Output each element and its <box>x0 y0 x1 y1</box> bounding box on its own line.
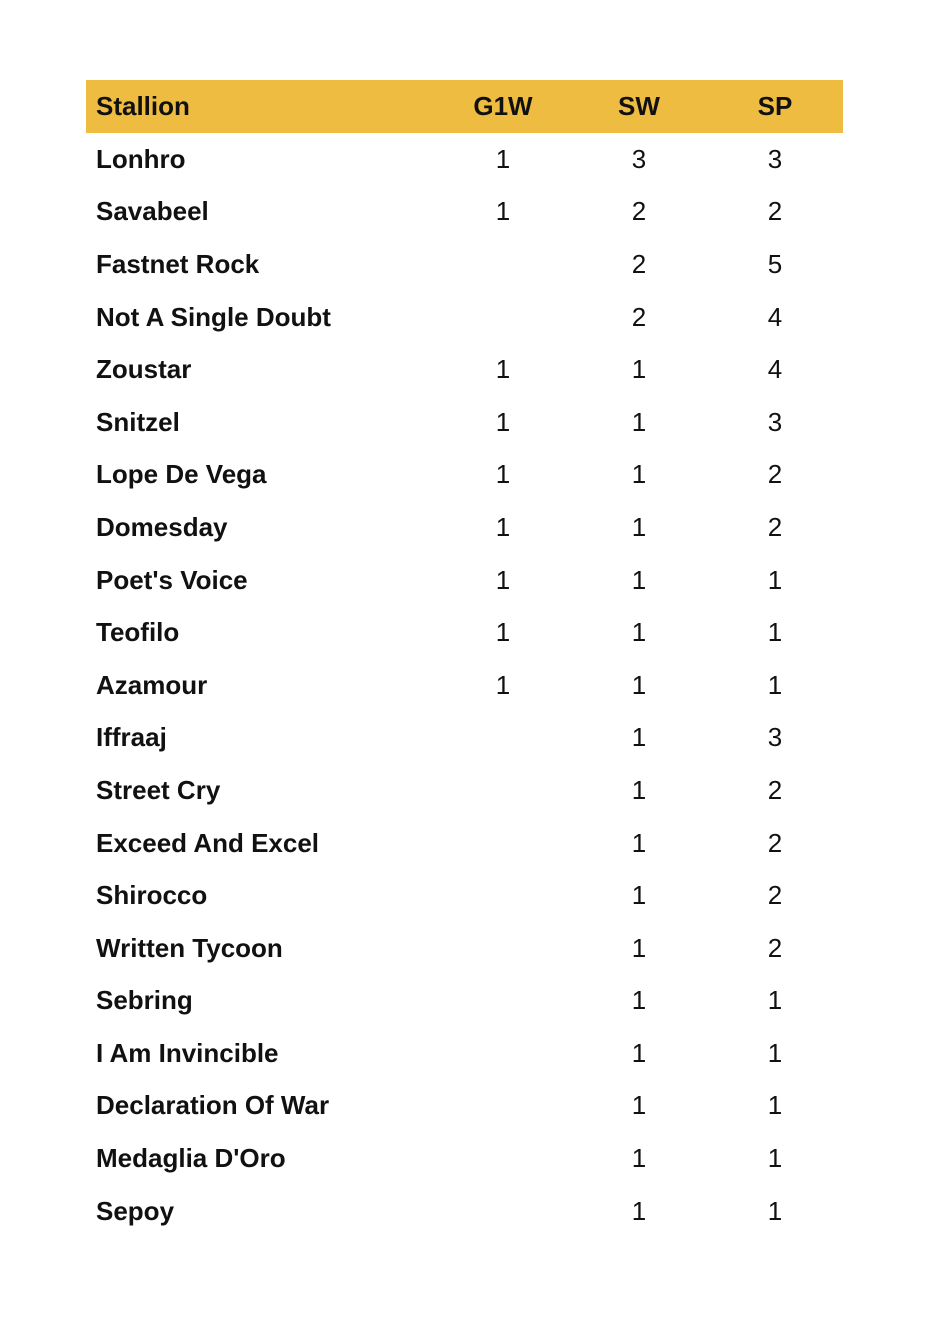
sp-cell: 1 <box>767 669 783 700</box>
stallion-name-cell: Exceed And Excel <box>96 827 320 858</box>
table-row <box>86 449 843 502</box>
g1w-cell: 1 <box>495 406 511 437</box>
table-row <box>86 1080 843 1133</box>
g1w-cell <box>435 764 571 817</box>
g1w-cell: 1 <box>495 143 511 174</box>
g1w-cell: 1 <box>495 617 511 648</box>
g1w-cell <box>435 1080 571 1133</box>
table-row <box>86 659 843 712</box>
table-body <box>86 133 843 1237</box>
stallion-name-cell: Shirocco <box>96 880 208 911</box>
sp-cell: 2 <box>767 827 783 858</box>
g1w-cell: 1 <box>495 669 511 700</box>
sw-cell: 1 <box>631 827 647 858</box>
sw-cell: 1 <box>631 1090 647 1121</box>
stallion-name-cell: Declaration Of War <box>96 1090 330 1121</box>
sw-cell: 1 <box>631 1143 647 1174</box>
stallion-name-cell: Zoustar <box>96 354 192 385</box>
g1w-cell <box>435 238 571 291</box>
g1w-cell <box>435 291 571 344</box>
header-g1w: G1W <box>473 91 533 121</box>
sw-cell: 1 <box>631 459 647 490</box>
g1w-cell <box>435 869 571 922</box>
sp-cell: 2 <box>767 880 783 911</box>
g1w-cell <box>435 1185 571 1238</box>
stallion-name-cell: Medaglia D'Oro <box>96 1143 286 1174</box>
g1w-cell: 1 <box>495 511 511 542</box>
g1w-cell: 1 <box>495 196 511 227</box>
sp-cell: 2 <box>767 774 783 805</box>
stallion-name-cell: Savabeel <box>96 196 209 227</box>
stallion-name-cell: I Am Invincible <box>96 1037 279 1068</box>
table-row <box>86 817 843 870</box>
sp-cell: 1 <box>767 1143 783 1174</box>
table-row <box>86 554 843 607</box>
table-row <box>86 343 843 396</box>
table-row <box>86 1027 843 1080</box>
sw-cell: 1 <box>631 564 647 595</box>
g1w-cell <box>435 1027 571 1080</box>
header-stallion: Stallion <box>96 91 190 121</box>
table-row <box>86 922 843 975</box>
table-row <box>86 975 843 1028</box>
sw-cell: 3 <box>631 143 647 174</box>
g1w-cell <box>435 975 571 1028</box>
sw-cell: 2 <box>631 196 647 227</box>
stallion-name-cell: Not A Single Doubt <box>96 301 331 332</box>
table-row <box>86 238 843 291</box>
g1w-cell: 1 <box>495 459 511 490</box>
sw-cell: 1 <box>631 354 647 385</box>
sw-cell: 1 <box>631 406 647 437</box>
table-row <box>86 1185 843 1238</box>
table-row <box>86 291 843 344</box>
g1w-cell <box>435 1132 571 1185</box>
stallion-name-cell: Written Tycoon <box>96 932 283 963</box>
stallion-name-cell: Azamour <box>96 669 208 700</box>
table-row <box>86 186 843 239</box>
sp-cell: 5 <box>767 248 783 279</box>
table-row <box>86 764 843 817</box>
g1w-cell: 1 <box>495 564 511 595</box>
stallion-name-cell: Iffraaj <box>96 722 167 753</box>
table-row <box>86 133 843 186</box>
header-sp: SP <box>757 91 793 121</box>
stallion-table <box>86 80 843 1237</box>
sp-cell: 2 <box>767 932 783 963</box>
g1w-cell: 1 <box>495 354 511 385</box>
sp-cell: 2 <box>767 511 783 542</box>
sw-cell: 1 <box>631 985 647 1016</box>
sw-cell: 1 <box>631 1195 647 1226</box>
sp-cell: 3 <box>767 143 783 174</box>
stallion-table-container <box>86 80 843 1237</box>
table-row <box>86 501 843 554</box>
sp-cell: 1 <box>767 617 783 648</box>
stallion-name-cell: Sepoy <box>96 1195 175 1226</box>
sp-cell: 1 <box>767 1090 783 1121</box>
stallion-name-cell: Poet's Voice <box>96 564 248 595</box>
sp-cell: 1 <box>767 1037 783 1068</box>
sp-cell: 3 <box>767 722 783 753</box>
sp-cell: 1 <box>767 1195 783 1226</box>
sp-cell: 4 <box>767 354 783 385</box>
stallion-name-cell: Fastnet Rock <box>96 248 260 279</box>
g1w-cell <box>435 817 571 870</box>
sp-cell: 1 <box>767 564 783 595</box>
sp-cell: 4 <box>767 301 783 332</box>
sw-cell: 1 <box>631 1037 647 1068</box>
stallion-name-cell: Snitzel <box>96 406 180 437</box>
table-row <box>86 606 843 659</box>
stallion-name-cell: Lonhro <box>96 143 186 174</box>
stallion-name-cell: Lope De Vega <box>96 459 267 490</box>
table-row <box>86 712 843 765</box>
sw-cell: 1 <box>631 932 647 963</box>
sw-cell: 1 <box>631 880 647 911</box>
header-row <box>86 80 843 133</box>
sw-cell: 1 <box>631 511 647 542</box>
sw-cell: 2 <box>631 248 647 279</box>
sw-cell: 1 <box>631 617 647 648</box>
table-header <box>86 80 843 133</box>
stallion-name-cell: Teofilo <box>96 617 180 648</box>
sp-cell: 3 <box>767 406 783 437</box>
stallion-name-cell: Domesday <box>96 511 228 542</box>
sp-cell: 2 <box>767 459 783 490</box>
sw-cell: 2 <box>631 301 647 332</box>
sw-cell: 1 <box>631 669 647 700</box>
table-row <box>86 1132 843 1185</box>
g1w-cell <box>435 712 571 765</box>
stallion-name-cell: Street Cry <box>96 774 221 805</box>
table-row <box>86 396 843 449</box>
table-row <box>86 869 843 922</box>
stallion-name-cell: Sebring <box>96 985 193 1016</box>
header-sw: SW <box>618 91 660 121</box>
sw-cell: 1 <box>631 774 647 805</box>
g1w-cell <box>435 922 571 975</box>
sp-cell: 1 <box>767 985 783 1016</box>
sw-cell: 1 <box>631 722 647 753</box>
sp-cell: 2 <box>767 196 783 227</box>
